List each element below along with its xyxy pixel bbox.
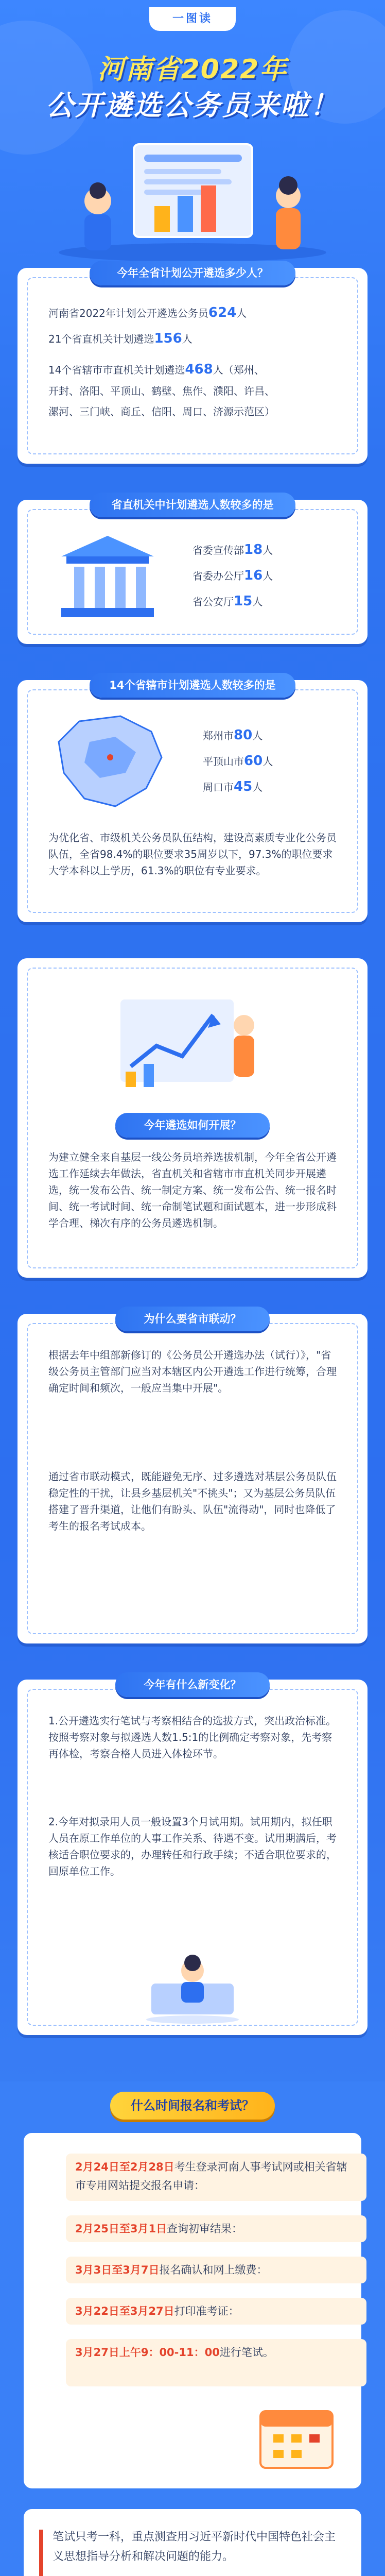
q1-line4: 开封、洛阳、平顶山、鹤壁、焦作、濮阳、许昌、: [48, 385, 275, 397]
q1-line5: 漯河、三门峡、商丘、信阳、周口、济源示范区）: [48, 405, 275, 418]
card-provincial-agencies: [18, 500, 367, 644]
q5-paragraph1: 根据去年中组部新修订的《公务员公开遴选办法（试行）》，"省级公务员主管部门应当对本辖区内公开遴选工作进行统筹，合理确定时间和频次，一般应当集中开展"。: [48, 1349, 337, 1394]
signup-title: 什么时间报名和考试？: [110, 2092, 275, 2120]
card-how-conducted: [18, 958, 367, 1278]
signup-section: [0, 2081, 385, 2576]
q3-item-2: 周口市45人: [203, 779, 263, 794]
q1-line3: 14个省辖市市直机关计划遴选468人（郑州、: [48, 362, 265, 377]
timeline-item-1: 2月25日至3月1日查询初审结果：: [66, 2215, 366, 2242]
pill-q2: 省直机关中计划遴选人数较多的是: [90, 493, 295, 517]
page-title-line1: 河南省2022年: [97, 54, 288, 85]
header-tag: 一图读: [149, 7, 236, 31]
q2-item-0: 省委宣传部18人: [192, 542, 273, 557]
hero-section: [0, 0, 385, 474]
timeline-item-0: 2月24日至2月28日考生登录河南人事考试网或相关省辖市专用网站提交报名申请：: [66, 2154, 366, 2201]
worker-illustration: [136, 1947, 249, 2025]
pill-q6: 今年有什么新变化？: [115, 1672, 270, 1697]
signup-note: 笔试只考一科，重点测查用习近平新时代中国特色社会主义思想指导分析和解决问题的能力。: [52, 2531, 336, 2563]
note-panel: [24, 2509, 361, 2576]
card-cities: [18, 680, 367, 922]
timeline-item-2: 3月3日至3月7日报名确认和网上缴费：: [66, 2257, 366, 2283]
timeline-item-4: 3月27日上午9：00-11：00进行笔试。: [66, 2339, 366, 2386]
building-icon: [54, 531, 162, 623]
q3-paragraph: 为优化省、市级机关公务员队伍结构，建设高素质专业化公务员队伍，全省98.4%的职位要求35周岁以下，97.3%的职位要求大学本科以上学历，61.3%的职位有专业要求。: [48, 832, 337, 877]
q3-item-0: 郑州市80人: [203, 727, 263, 743]
hero-illustration: [46, 124, 339, 263]
q5-paragraph2: 通过省市联动模式，既能避免无序、过多遴选对基层公务员队伍稳定性的干扰，让县乡基层机关"不挑头"；又为基层公务员队伍搭建了晋升渠道，让他们有盼头、队伍"流得动"，同时也降低了考生的报名考试成本。: [48, 1470, 337, 1532]
q2-item-2: 省公安厅15人: [192, 594, 263, 609]
card-total-quota: [18, 268, 367, 464]
q1-line1: 河南省2022年计划公开遴选公务员624人: [48, 305, 247, 320]
q3-item-1: 平顶山市60人: [203, 753, 273, 769]
q2-item-1: 省委办公厅16人: [192, 568, 273, 583]
q4-paragraph: 为建立健全来自基层一线公务员培养选拔机制，今年全省公开遴选工作延续去年做法，省直机关和省辖市市直机关同步开展遴选，统一发布公告、统一制定方案、统一发布公告、统一报名时间、统一考试时间、统一命制笔试题和面试题本，进一步形成科学合理、梯次有序的公务员遴选机制。: [48, 1151, 337, 1229]
card-new-changes: [18, 1680, 367, 2035]
pill-q1: 今年全省计划公开遴选多少人？: [90, 261, 295, 285]
signup-panel: [24, 2133, 361, 2488]
pill-q3: 14个省辖市计划遴选人数较多的是: [90, 673, 295, 698]
pill-q5: 为什么要省市联动？: [115, 1307, 270, 1331]
q6-paragraph2: 2.今年对拟录用人员一般设置3个月试用期。试用期内，拟任职人员在原工作单位的人事工作关系、待遇不变。试用期满后，考核适合职位要求的，办理转任和行政手续；不适合职位要求的，回原单位工作。: [48, 1816, 337, 1877]
card-why-linkage: [18, 1314, 367, 1643]
calendar-icon: [245, 2401, 348, 2478]
henan-map-icon: [48, 711, 172, 814]
q1-line2: 21个省直机关计划遴选156人: [48, 331, 192, 346]
growth-chart-illustration: [105, 979, 280, 1097]
timeline-item-3: 3月22日至3月27日打印准考证：: [66, 2298, 366, 2325]
pill-q4: 今年遴选如何开展？: [115, 1113, 270, 1138]
page-title-line2: 公开遴选公务员来啦！: [46, 89, 339, 122]
q6-paragraph1: 1.公开遴选实行笔试与考察相结合的选拔方式，突出政治标准。按照考察对象与拟遴选人数1.5:1的比例确定考察对象，先考察再体检，考察合格人员进入体检环节。: [48, 1715, 337, 1760]
note-bar: [39, 2530, 43, 2576]
